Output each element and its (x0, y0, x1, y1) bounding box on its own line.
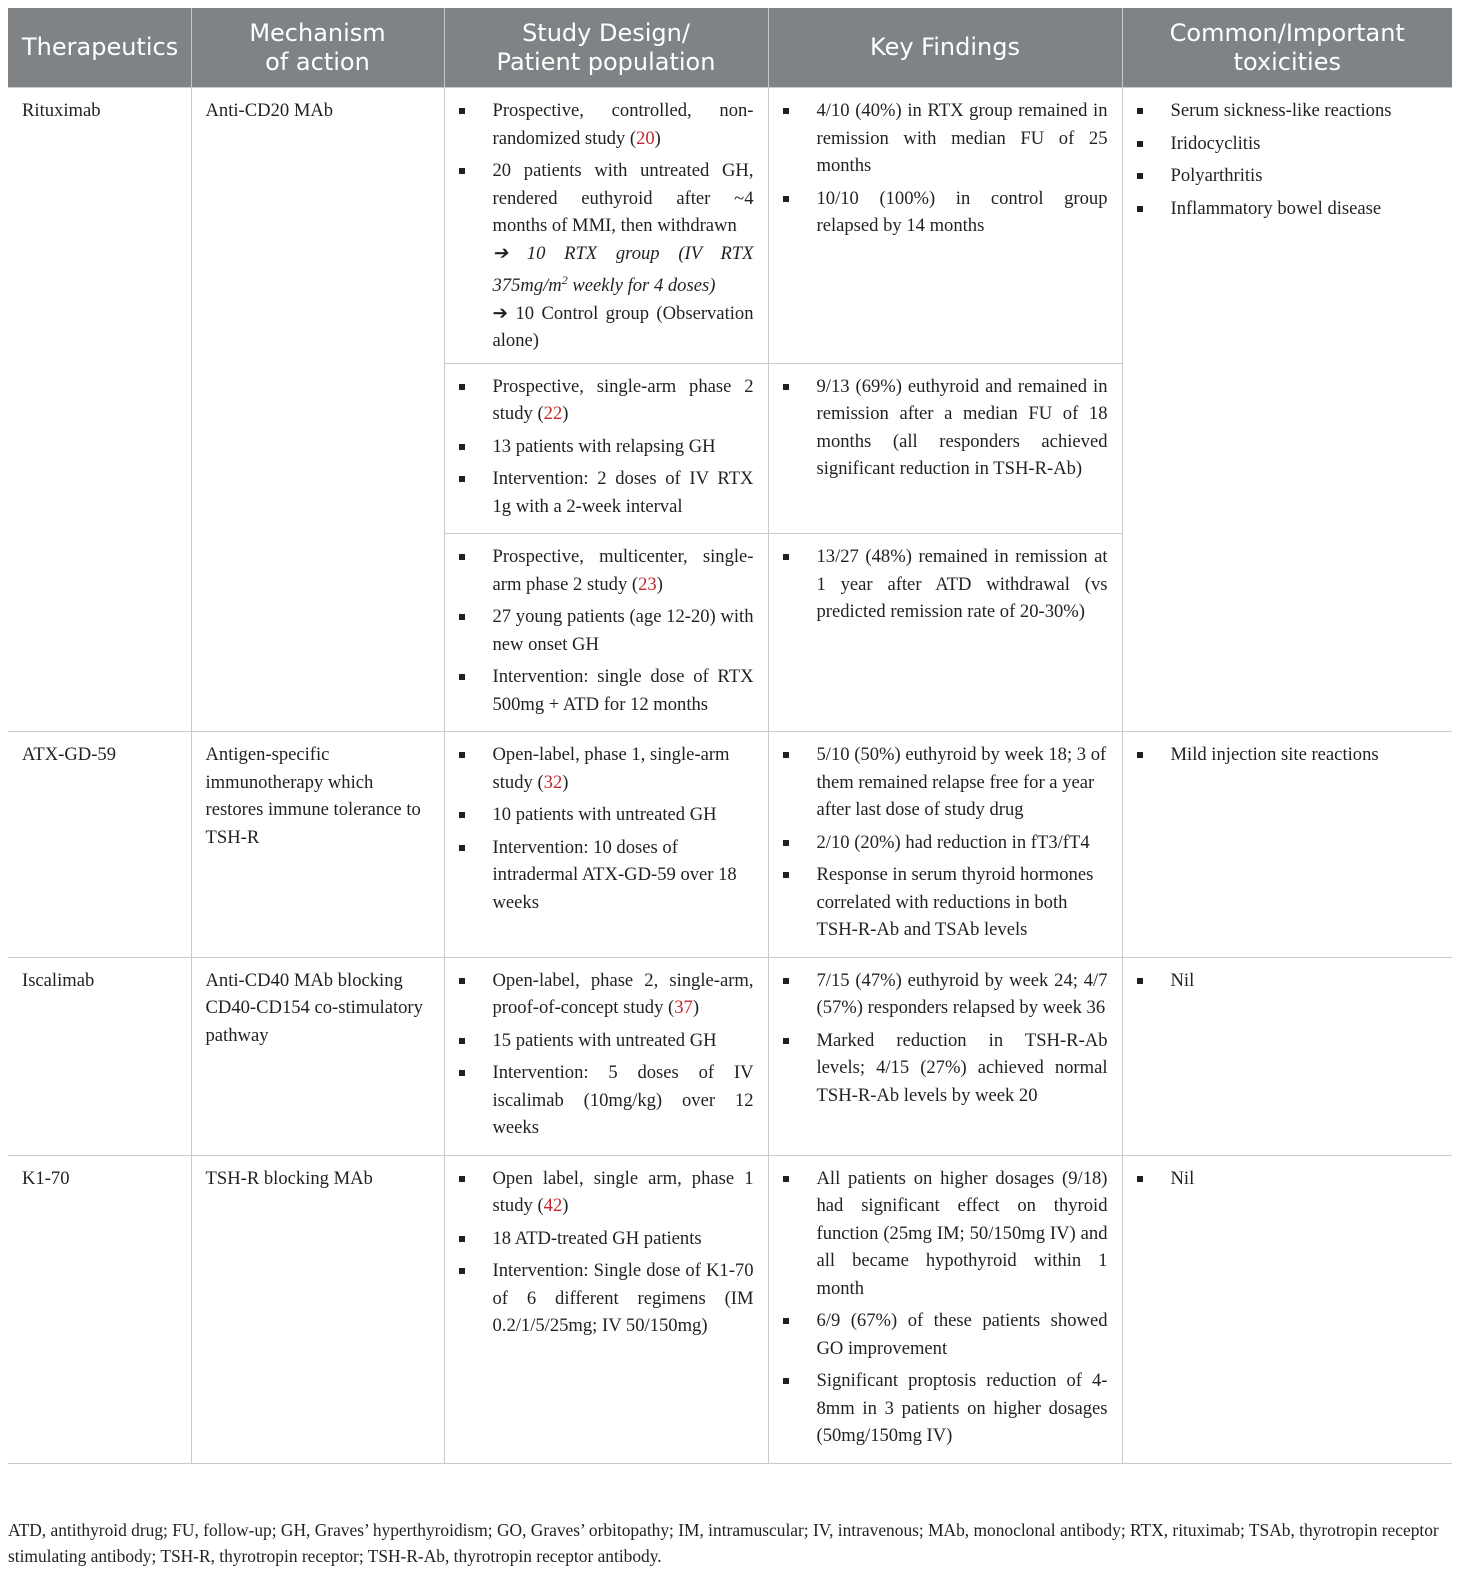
header-key-findings: Key Findings (768, 8, 1122, 88)
list-item: Polyarthritis (1137, 162, 1439, 190)
list-item: Open label, single arm, phase 1 study (42) (459, 1165, 754, 1220)
study-design-cell (444, 1155, 768, 1463)
key-findings-cell (768, 1155, 1122, 1463)
list-item: Prospective, multicenter, single-arm phase 2 study (23) (459, 543, 754, 598)
therapeutic-name: Rituximab (8, 88, 191, 732)
list-item: Intervention: 5 doses of IV iscalimab (10mg/kg) over 12 weeks (459, 1059, 754, 1142)
list-item: Prospective, single-arm phase 2 study (22) (459, 373, 754, 428)
list-item: Nil (1137, 967, 1439, 995)
list-item: Marked reduction in TSH-R-Ab levels; 4/15 (27%) achieved normal TSH-R-Ab levels by week 20 (783, 1027, 1108, 1110)
table-footnote: ATD, antithyroid drug; FU, follow-up; GH, Graves’ hyperthyroidism; GO, Graves’ orbitopathy; IM, intramuscular; IV, intravenous; MAb, monoclonal antibody; RTX, rituximab; TSAb, thyrotropin receptor stimulating antibody; TSH-R, thyrotropin receptor; TSH-R-Ab, thyrotropin receptor antibody. (8, 1520, 1439, 1566)
list-item: 10 patients with untreated GH (459, 801, 754, 829)
mechanism-cell: Antigen-specific immunotherapy which restores immune tolerance to TSH-R (191, 732, 444, 958)
header-study-design: Study Design/ Patient population (444, 8, 768, 88)
list-item: 4/10 (40%) in RTX group remained in remission with median FU of 25 months (783, 97, 1108, 180)
header-therapeutics: Therapeutics (8, 8, 191, 88)
table-row (8, 1155, 1452, 1463)
list-item: 5/10 (50%) euthyroid by week 18; 3 of them remained relapse free for a year after last dose of study drug (783, 741, 1108, 824)
study-arm-control: ➔ 10 Control group (Observation alone) (492, 302, 754, 352)
key-findings-cell (768, 732, 1122, 958)
mechanism-cell: Anti-CD40 MAb blocking CD40-CD154 co-stimulatory pathway (191, 957, 444, 1155)
therapeutic-name: Iscalimab (8, 957, 191, 1155)
table-row (8, 957, 1452, 1155)
header-mechanism: Mechanism of action (191, 8, 444, 88)
key-findings-cell (768, 957, 1122, 1155)
therapeutic-name: K1-70 (8, 1155, 191, 1463)
reference-link[interactable]: 23 (638, 573, 657, 595)
table-row (8, 732, 1452, 958)
reference-link[interactable]: 20 (636, 127, 655, 149)
table-row (8, 88, 1452, 364)
key-findings-cell (768, 88, 1122, 364)
toxicities-cell (1122, 732, 1452, 958)
toxicities-cell (1122, 957, 1452, 1155)
mechanism-cell: TSH-R blocking MAb (191, 1155, 444, 1463)
list-item: 13 patients with relapsing GH (459, 433, 754, 461)
list-item: 15 patients with untreated GH (459, 1027, 754, 1055)
list-item: Inflammatory bowel disease (1137, 195, 1439, 223)
list-item: 2/10 (20%) had reduction in fT3/fT4 (783, 829, 1108, 857)
list-item: Iridocyclitis (1137, 130, 1439, 158)
list-item: All patients on higher dosages (9/18) had significant effect on thyroid function (25mg IM; 50/150mg IV) and all became hypothyroid within 1 month (783, 1165, 1108, 1303)
list-item: Open-label, phase 2, single-arm, proof-of-concept study (37) (459, 967, 754, 1022)
toxicities-cell (1122, 1155, 1452, 1463)
study-design-cell (444, 732, 768, 958)
list-item: Prospective, controlled, non-randomized study (20) (459, 97, 754, 152)
therapeutics-table-wrapper (8, 8, 1452, 1464)
reference-link[interactable]: 32 (543, 771, 563, 793)
list-item: 18 ATD-treated GH patients (459, 1225, 754, 1253)
list-item: 20 patients with untreated GH, rendered euthyroid after ~4 months of MMI, then withdrawn ➔ 10 RTX group (IV RTX $375mg/m^2$ weekly for 4 doses) ➔ 10 Control group (Observation alone) (459, 157, 754, 355)
list-item: Nil (1137, 1165, 1439, 1193)
study-design-cell (444, 88, 768, 364)
list-item: Mild injection site reactions (1137, 741, 1439, 769)
key-findings-cell (768, 363, 1122, 534)
list-item: Intervention: 10 doses of intradermal ATX-GD-59 over 18 weeks (459, 834, 754, 917)
list-item: Response in serum thyroid hormones correlated with reductions in both TSH-R-Ab and TSAb levels (783, 861, 1108, 944)
study-design-cell (444, 534, 768, 732)
reference-link[interactable]: 37 (674, 997, 693, 1019)
list-item: Intervention: 2 doses of IV RTX 1g with a 2-week interval (459, 465, 754, 520)
list-item: Intervention: Single dose of K1-70 of 6 different regimens (IM 0.2/1/5/25mg; IV 50/150mg) (459, 1257, 754, 1340)
key-findings-cell (768, 534, 1122, 732)
list-item: 27 young patients (age 12-20) with new onset GH (459, 603, 754, 658)
list-item: Significant proptosis reduction of 4-8mm in 3 patients on higher dosages (50mg/150mg IV) (783, 1367, 1108, 1450)
study-design-cell (444, 363, 768, 534)
reference-link[interactable]: 22 (543, 403, 563, 425)
therapeutics-table (8, 8, 1452, 1464)
header-toxicities: Common/Important toxicities (1122, 8, 1452, 88)
list-item: 7/15 (47%) euthyroid by week 24; 4/7 (57%) responders relapsed by week 36 (783, 967, 1108, 1022)
study-design-cell (444, 957, 768, 1155)
mechanism-cell: Anti-CD20 MAb (191, 88, 444, 732)
list-item: Intervention: single dose of RTX 500mg + ATD for 12 months (459, 663, 754, 718)
list-item: 13/27 (48%) remained in remission at 1 year after ATD withdrawal (vs predicted remission rate of 20-30%) (783, 543, 1108, 626)
list-item: Serum sickness-like reactions (1137, 97, 1439, 125)
list-item: 10/10 (100%) in control group relapsed by 14 months (783, 185, 1108, 240)
list-item: Open-label, phase 1, single-arm study (32) (459, 741, 754, 796)
therapeutic-name: ATX-GD-59 (8, 732, 191, 958)
study-arm-rtx: ➔ 10 RTX group (IV RTX $375mg/m^2$ weekly for 4 doses) (492, 242, 754, 297)
list-item: 6/9 (67%) of these patients showed GO improvement (783, 1307, 1108, 1362)
toxicities-cell (1122, 88, 1452, 732)
list-item: 9/13 (69%) euthyroid and remained in remission after a median FU of 18 months (all responders achieved significant reduction in TSH-R-Ab) (783, 373, 1108, 483)
reference-link[interactable]: 42 (543, 1195, 563, 1217)
header-row (8, 8, 1452, 88)
